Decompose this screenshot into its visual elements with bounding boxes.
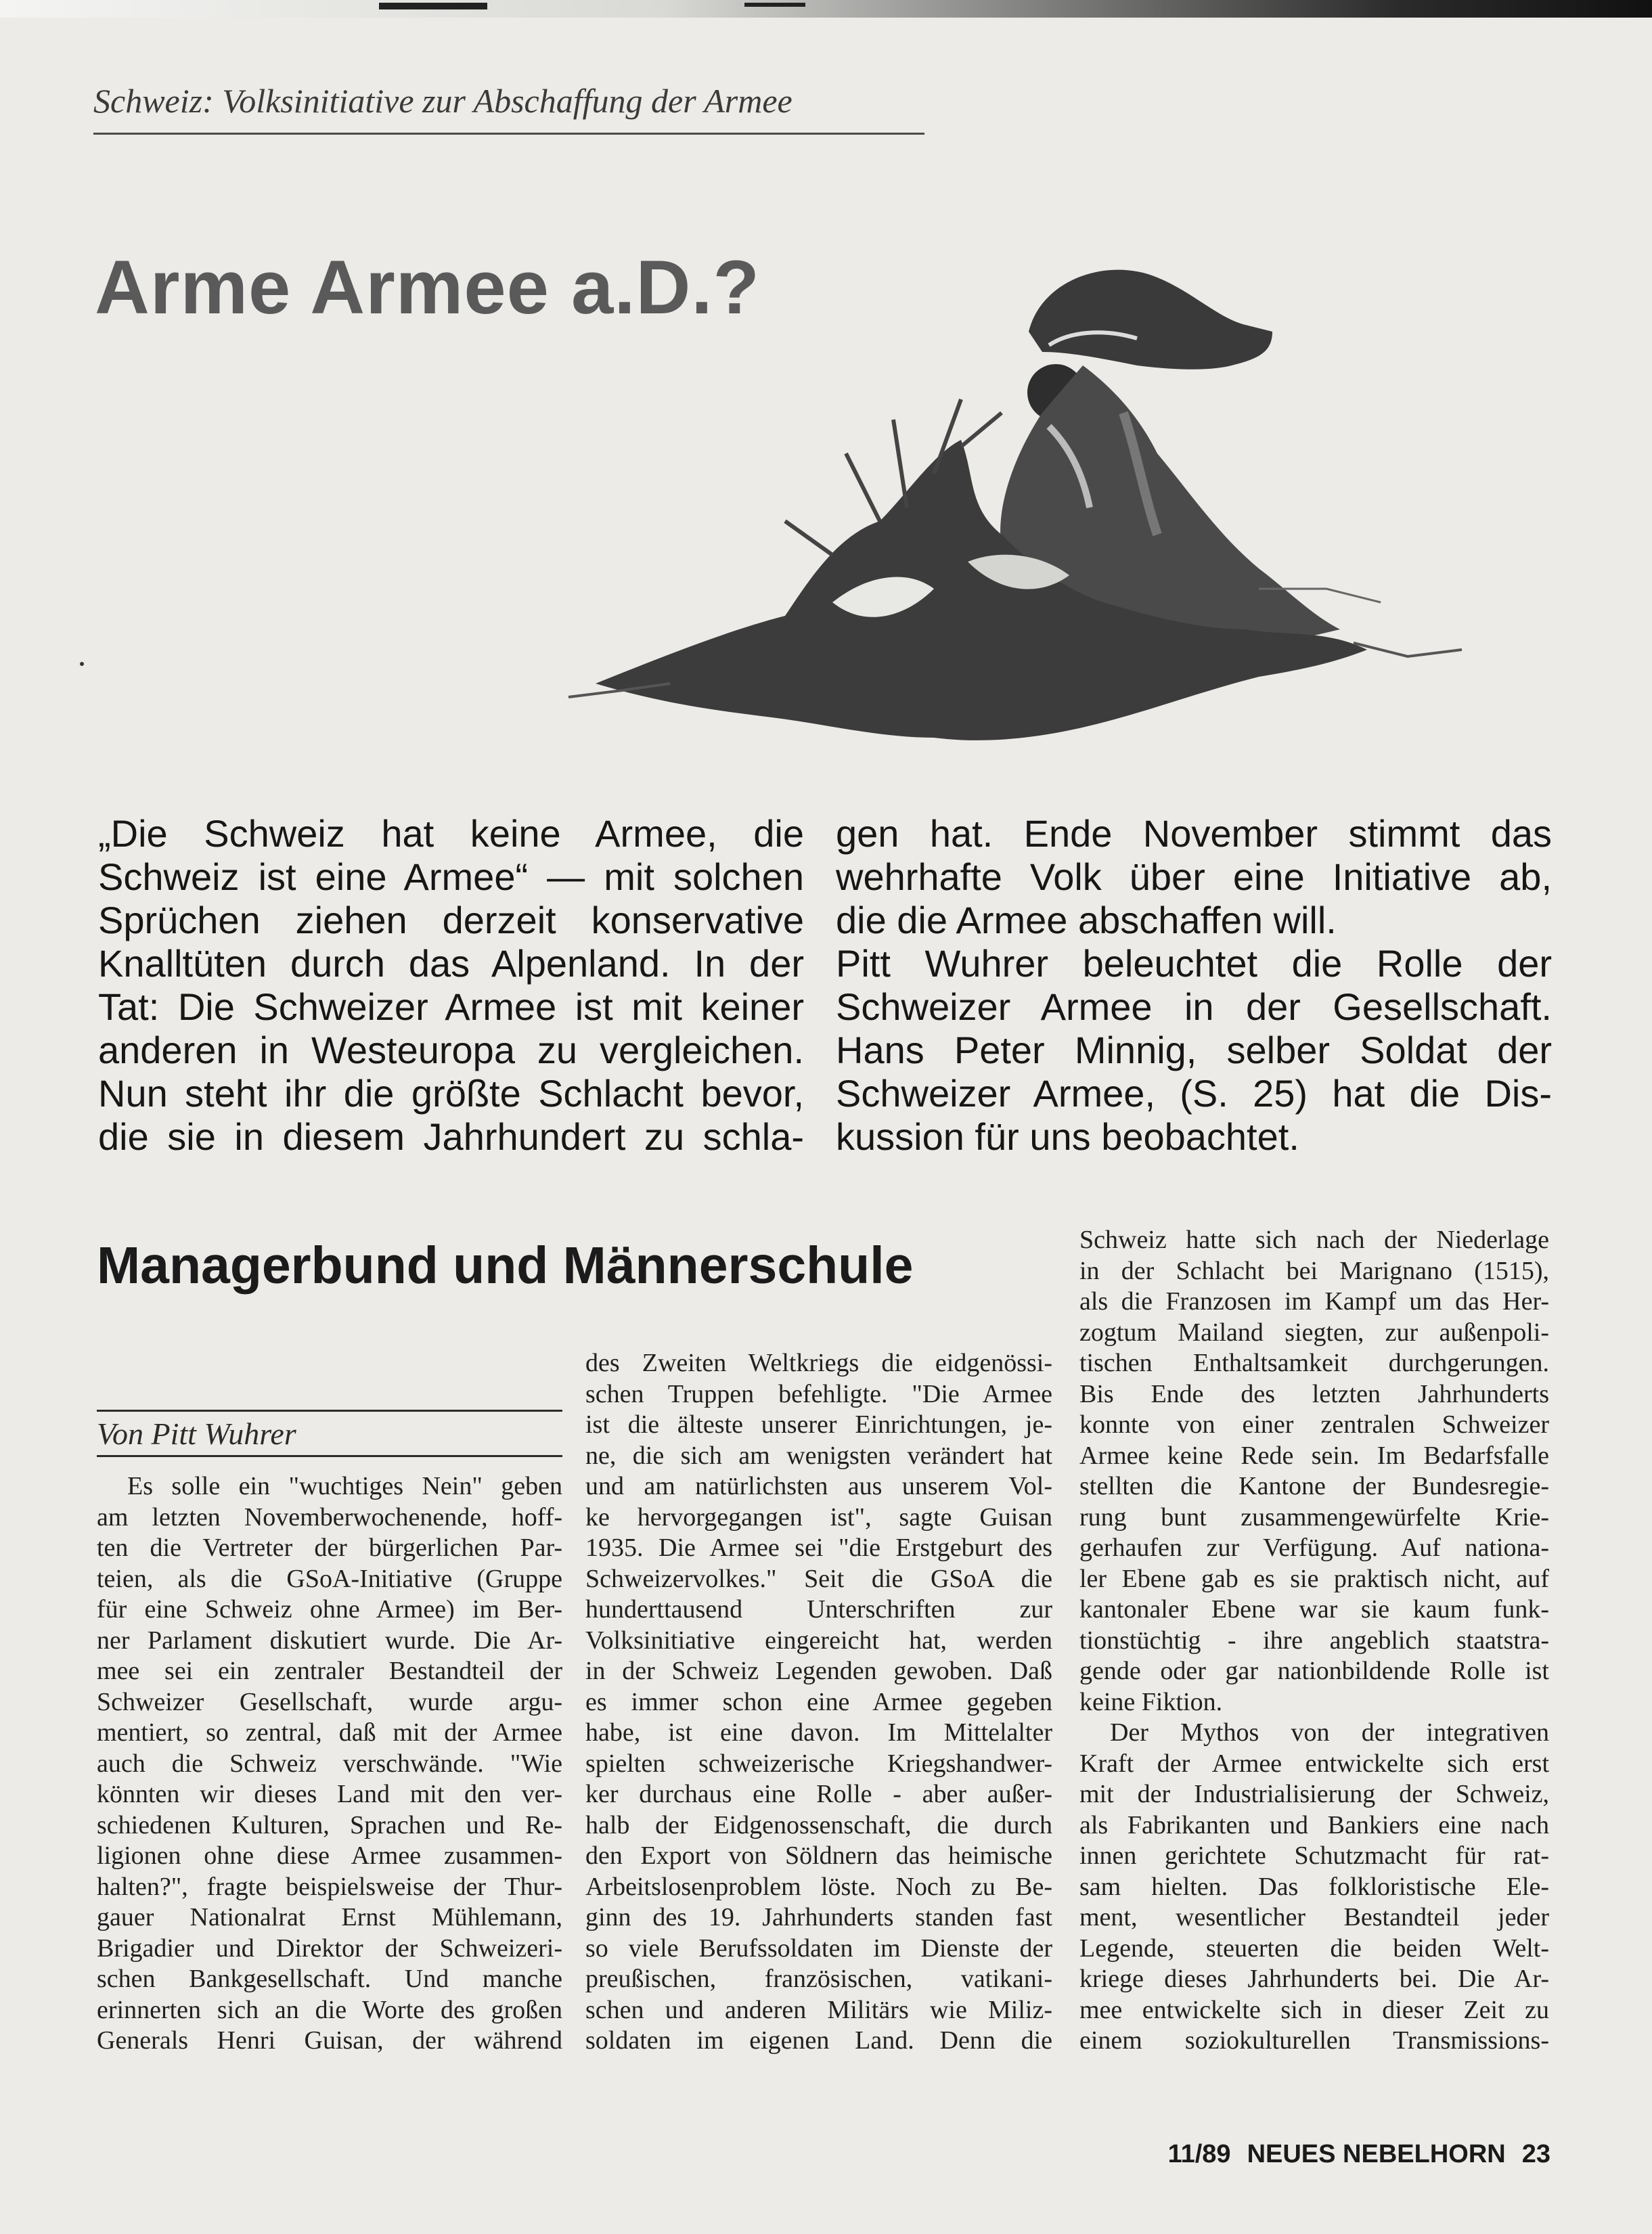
text-line: zogtum Mailand siegten, zur außenpoli- [1079,1318,1549,1347]
lead-line: Pitt Wuhrer beleuchtet die Rolle der [836,942,1552,985]
text-line: mentiert, so zentral, daß mit der Armee [97,1718,562,1747]
text-line: Kraft der Armee entwickelte sich erst [1079,1749,1549,1778]
ink-mark [379,3,487,9]
text-line: schiedenen Kulturen, Sprachen und Re- [97,1810,562,1839]
text-line: kriege dieses Jahrhunderts bei. Die Ar- [1079,1965,1549,1993]
text-line: ne, die sich am wenigsten verändert hat [585,1441,1052,1470]
helmet-shape [1029,270,1272,370]
text-line: es immer schon eine Armee gegeben [585,1687,1052,1716]
lead-line: wehrhafte Volk über eine Initiative ab, [836,855,1552,898]
text-line: ist die älteste unserer Einrichtungen, je- [585,1410,1052,1439]
lead-line: Schweiz ist eine Armee“ — mit solchen [98,855,804,898]
text-line: mee sei ein zentraler Bestandteil der [97,1657,562,1685]
lead-line: Sprüchen ziehen derzeit konservative [98,899,804,941]
soldier-illustration [528,250,1475,765]
text-line: habe, ist eine davon. Im Mittelalter [585,1718,1052,1747]
issue-number: 11/89 [1167,2140,1231,2168]
lead-line: gen hat. Ende November stimmt das [836,812,1552,855]
text-line: halb der Eidgenossenschaft, die durch [585,1810,1052,1839]
text-line: Arbeitslosenproblem löste. Noch zu Be- [585,1872,1052,1901]
text-line: könnten wir dieses Land mit den ver- [97,1780,562,1808]
lead-line: kussion für uns beobachtet. [836,1115,1299,1158]
text-line: Es solle ein "wuchtiges Nein" geben [127,1472,562,1500]
text-line: gerhaufen zur Verfügung. Auf nationa- [1079,1534,1549,1562]
text-line: spielten schweizerische Kriegshandwer- [585,1749,1052,1778]
article-column-3 [1079,1225,1549,2057]
text-line: in der Schlacht bei Marignano (1515), [1079,1256,1549,1285]
text-line: ker durchaus eine Rolle - aber außer- [585,1780,1052,1808]
ink-mark [744,3,805,7]
text-line: als Fabrikanten und Bankiers eine nach [1079,1810,1549,1839]
lead-line: Tat: Die Schweizer Armee ist mit keiner [98,985,804,1028]
page-footer [1152,2140,1550,2169]
text-line: stellten die Kantone der Bundesregie- [1079,1472,1549,1500]
text-line: mee entwickelte sich in dieser Zeit zu [1079,1995,1549,2024]
section-kicker: Schweiz: Volksinitiative zur Abschaffung der Armee [93,82,792,120]
text-line: hunderttausend Unterschriften zur [585,1595,1052,1624]
text-line: tionstüchtig - ihre angeblich staatstra- [1079,1626,1549,1655]
text-line: einem soziokulturellen Transmissions- [1079,2026,1549,2055]
lead-col-right [836,812,1552,1159]
text-line: Der Mythos von der integrativen [1110,1718,1549,1747]
text-line: Schweizer Gesellschaft, wurde argu- [97,1687,562,1716]
text-line: Schweiz hatte sich nach der Niederlage [1079,1226,1549,1254]
text-line: ler Ebene gab es sie praktisch nicht, auf [1079,1564,1549,1593]
text-line: preußischen, französischen, vatikani- [585,1965,1052,1993]
text-line: erinnerten sich an die Worte des großen [97,1995,562,2024]
byline-rule-bottom [97,1455,562,1457]
lead-line: Hans Peter Minnig, selber Soldat der [836,1029,1552,1071]
text-line: schen und anderen Militärs wie Miliz- [585,1995,1052,2024]
text-line: schen Bankgesellschaft. Und manche [97,1965,562,1993]
page-number: 23 [1521,2140,1550,2168]
lead-line: Knalltüten durch das Alpenland. In der [98,942,804,985]
text-line: ten die Vertreter der bürgerlichen Par- [97,1534,562,1562]
text-line: Armee keine Rede sein. Im Bedarfsfalle [1079,1441,1549,1470]
text-line: keine Fiktion. [1079,1687,1223,1716]
text-line: teien, als die GSoA-Initiative (Gruppe [97,1564,562,1593]
text-line: den Export von Söldnern das heimische [585,1841,1052,1870]
text-line: innen gerichtete Schutzmacht für rat- [1079,1841,1549,1870]
article-column-2 [585,1348,1052,2057]
text-line: ner Parlament diskutiert wurde. Die Ar- [97,1626,562,1655]
text-line: kantonaler Ebene war sie kaum funk- [1079,1595,1549,1624]
text-line: 1935. Die Armee sei "die Erstgeburt des [585,1534,1052,1562]
text-line: am letzten Novemberwochenende, hoff- [97,1502,562,1532]
text-line: rung bunt zusammengewürfelte Krie- [1079,1502,1549,1532]
text-line: ligionen ohne diese Armee zusammen- [97,1841,562,1870]
text-line: für eine Schweiz ohne Armee) im Ber- [97,1595,562,1624]
text-line: in der Schweiz Legenden gewoben. Daß [585,1657,1052,1685]
text-line: Legende, steuerten die beiden Welt- [1079,1934,1549,1963]
text-line: und am natürlichsten aus unserem Vol- [585,1472,1052,1500]
text-line: tischen Enthaltsamkeit durchgerungen. [1079,1349,1549,1377]
lead-line: die sie in diesem Jahrhundert zu schla- [98,1115,804,1158]
text-line: Volksinitiative eingereicht hat, werden [585,1626,1052,1655]
lead-line: Schweizer Armee in der Gesellschaft. [836,985,1552,1028]
text-line: auch die Schweiz verschwände. "Wie [97,1749,562,1778]
text-line: soldaten im eigenen Land. Denn die [585,2026,1052,2055]
headline: Arme Armee a.D.? [95,245,760,330]
scanned-top-edge [0,0,1652,18]
text-line: mit der Industrialisierung der Schweiz, [1079,1780,1549,1808]
text-line: des Zweiten Weltkriegs die eidgenössi- [585,1349,1052,1377]
kicker-underline [93,133,924,135]
lead-line: die die Armee abschaffen will. [836,899,1337,941]
article-title: Managerbund und Männerschule [97,1236,914,1295]
text-line: schen Truppen befehligte. "Die Armee [585,1379,1052,1408]
byline: Von Pitt Wuhrer [97,1416,296,1451]
lead-line: „Die Schweiz hat keine Armee, die [98,812,804,855]
lead-line: Nun steht ihr die größte Schlacht bevor, [98,1072,804,1115]
text-line: Schweizervolkes." Seit die GSoA die [585,1564,1052,1593]
text-line: halten?", fragte beispielsweise der Thur- [97,1872,562,1901]
magazine-name: NEUES NEBELHORN [1247,2140,1506,2168]
byline-rule-top [97,1410,562,1412]
print-speck [80,662,84,666]
text-line: ment, wesentlicher Bestandteil jeder [1079,1903,1549,1931]
text-line: gauer Nationalrat Ernst Mühlemann, [97,1903,562,1931]
text-line: als die Franzosen im Kampf um das Her- [1079,1287,1549,1316]
text-line: ke hervorgegangen ist", sagte Guisan [585,1502,1052,1532]
text-line: sam hielten. Das folkloristische Ele- [1079,1872,1549,1901]
text-line: so viele Berufssoldaten im Dienste der [585,1934,1052,1963]
text-line: Bis Ende des letzten Jahrhunderts [1079,1379,1549,1408]
lead-col-left [98,812,804,1159]
text-line: konnte von einer zentralen Schweizer [1079,1410,1549,1439]
lead-line: anderen in Westeuropa zu vergleichen. [98,1029,804,1071]
lead-line: Schweizer Armee, (S. 25) hat die Dis- [836,1072,1552,1115]
article-column-1 [97,1471,562,2057]
text-line: ginn des 19. Jahrhunderts standen fast [585,1903,1052,1931]
text-line: gende oder gar nationbildende Rolle ist [1079,1657,1549,1685]
text-line: Brigadier und Direktor der Schweizeri- [97,1934,562,1963]
text-line: Generals Henri Guisan, der während [97,2026,562,2055]
